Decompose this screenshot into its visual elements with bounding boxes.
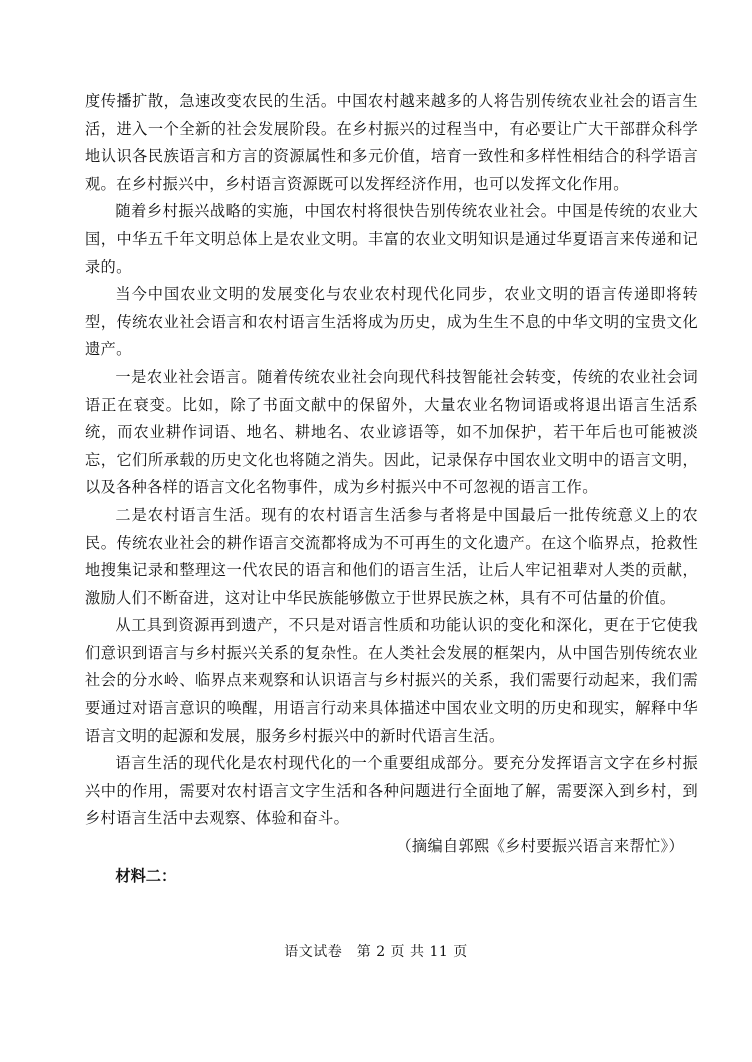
paragraph-6: 从工具到资源再到遗产，不只是对语言性质和功能认识的变化和深化，更在于它使我们意识到语言与乡村振兴关系的复杂性。在人类社会发展的框架内，从中国告别传统农业社会的分水岭、临界点来观察和认识语言与乡村振兴的关系，我们需要行动起来，我们需要通过对语言意识的唤醒，用语言行动来具体描述中国农业文明的历史和现实，解释中华语言文明的起源和发展，服务乡村振兴中的新时代语言生活。: [85, 616, 698, 745]
source-citation: （摘编自郭熙《乡村要振兴语言来帮忙》）: [396, 837, 684, 856]
paragraph-3: 当今中国农业文明的发展变化与农业农村现代化同步，农业文明的语言传递即将转型，传统农业社会语言和农村语言生活将成为历史，成为生生不息的中华文明的宝贵文化遗产。: [85, 285, 698, 359]
material-heading: 材料二：: [115, 866, 177, 885]
page-footer: 语文试卷 第 2 页 共 11 页: [284, 944, 468, 960]
paragraph-5: 二是农村语言生活。现有的农村语言生活参与者将是中国最后一批传统意义上的农民。传统农业社会的耕作语言交流都将成为不可再生的文化遗产。在这个临界点，抢救性地搜集记录和整理这一代农民的语言和他们的语言生活，让后人牢记祖辈对人类的贡献，激励人们不断奋进，这对让中华民族能够傲立于世界民族之林，具有不可估量的价值。: [85, 505, 698, 607]
paragraph-4: 一是农业社会语言。随着传统农业社会向现代科技智能社会转变，传统的农业社会词语正在衰变。比如，除了书面文献中的保留外，大量农业名物词语或将退出语言生活系统，而农业耕作词语、地名、耕地名、农业谚语等，如不加保护，若干年后也可能被淡忘，它们所承载的历史文化也将随之消失。因此，记录保存中国农业文明中的语言文明，以及各种各样的语言文化名物事件，成为乡村振兴中不可忽视的语言工作。: [85, 367, 698, 497]
article-body: [85, 88, 698, 890]
paragraph-7: 语言生活的现代化是农村现代化的一个重要组成部分。要充分发挥语言文字在乡村振兴中的作用，需要对农村语言文字生活和各种问题进行全面地了解，需要深入到乡村，到乡村语言生活中去观察、体验和奋斗。: [85, 754, 698, 828]
paragraph-2: 随着乡村振兴战略的实施，中国农村将很快告别传统农业社会。中国是传统的农业大国，中华五千年文明总体上是农业文明。丰富的农业文明知识是通过华夏语言来传递和记录的。: [85, 202, 698, 276]
paragraph-1: 度传播扩散，急速改变农民的生活。中国农村越来越多的人将告别传统农业社会的语言生活，进入一个全新的社会发展阶段。在乡村振兴的过程当中，有必要让广大干部群众科学地认识各民族语言和方言的资源属性和多元价值，培育一致性和多样性相结合的科学语言观。在乡村振兴中，乡村语言资源既可以发挥经济作用，也可以发挥文化作用。: [85, 92, 698, 193]
